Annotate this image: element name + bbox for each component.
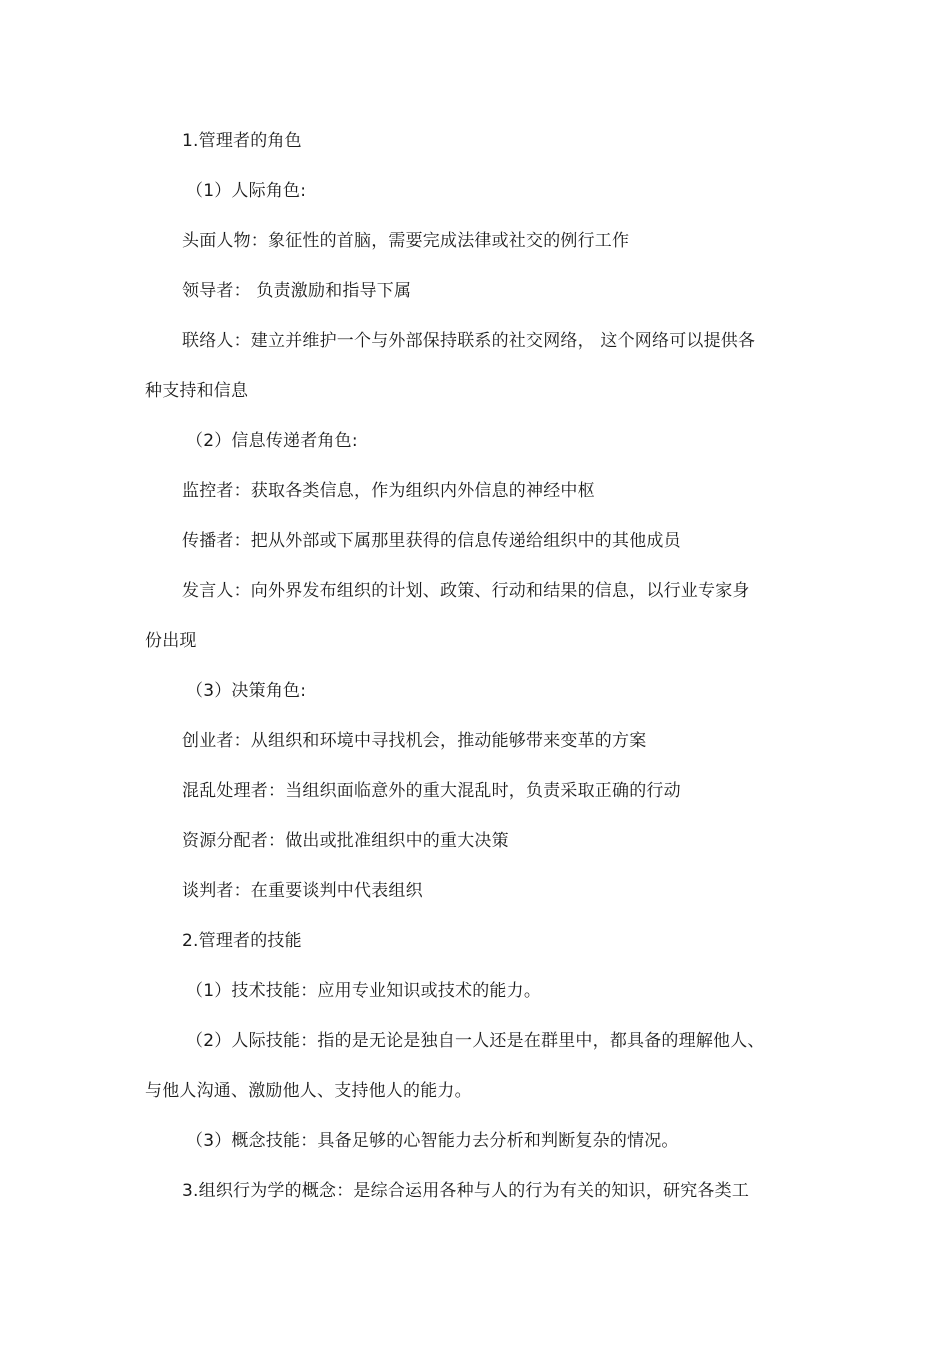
paragraph-line-continued: 份出现 bbox=[145, 631, 197, 651]
paragraph-line: 谈判者：在重要谈判中代表组织 bbox=[182, 881, 423, 901]
paragraph-line: 监控者：获取各类信息，作为组织内外信息的神经中枢 bbox=[182, 481, 595, 501]
subsection-heading: （1）人际角色: bbox=[186, 181, 307, 201]
paragraph-line: （2）人际技能：指的是无论是独自一人还是在群里中，都具备的理解他人、 bbox=[186, 1031, 765, 1051]
section-heading-2: 2.管理者的技能 bbox=[182, 931, 302, 951]
paragraph-line: （1）技术技能：应用专业知识或技术的能力。 bbox=[186, 981, 542, 1001]
paragraph-line: （3）概念技能：具备足够的心智能力去分析和判断复杂的情况。 bbox=[186, 1131, 679, 1151]
subsection-heading: （3）决策角色: bbox=[186, 681, 307, 701]
subsection-heading: （2）信息传递者角色: bbox=[186, 431, 358, 451]
paragraph-line-continued: 与他人沟通、激励他人、支持他人的能力。 bbox=[145, 1081, 472, 1101]
paragraph-line: 创业者：从组织和环境中寻找机会，推动能够带来变革的方案 bbox=[182, 731, 647, 751]
paragraph-line-continued: 种支持和信息 bbox=[145, 381, 249, 401]
section-heading-1: 1.管理者的角色 bbox=[182, 131, 302, 151]
paragraph-line: 传播者：把从外部或下属那里获得的信息传递给组织中的其他成员 bbox=[182, 531, 681, 551]
section-heading-3: 3.组织行为学的概念：是综合运用各种与人的行为有关的知识，研究各类工 bbox=[182, 1181, 750, 1201]
paragraph-line: 资源分配者：做出或批准组织中的重大决策 bbox=[182, 831, 509, 851]
paragraph-line: 联络人：建立并维护一个与外部保持联系的社交网络， 这个网络可以提供各 bbox=[182, 331, 756, 351]
paragraph-line: 领导者： 负责激励和指导下属 bbox=[182, 281, 412, 301]
paragraph-line: 混乱处理者：当组织面临意外的重大混乱时，负责采取正确的行动 bbox=[182, 781, 681, 801]
paragraph-line: 发言人：向外界发布组织的计划、政策、行动和结果的信息，以行业专家身 bbox=[182, 581, 750, 601]
paragraph-line: 头面人物：象征性的首脑，需要完成法律或社交的例行工作 bbox=[182, 231, 630, 251]
